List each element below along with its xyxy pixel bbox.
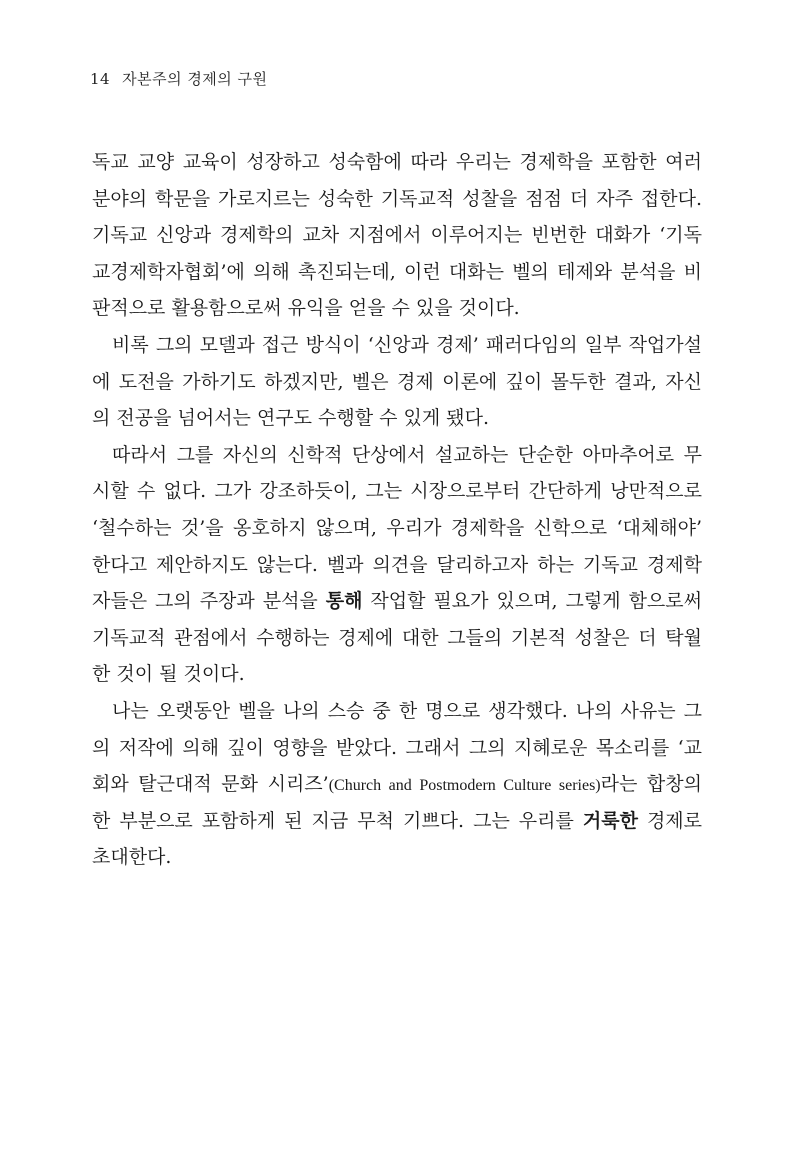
paragraph-first-line: 비록 그의 모델과 접근 방식이 ‘신앙과 경제’ 패러다임의 일부 작업가설	[112, 333, 702, 356]
text-line: 독교 교양 교육이 성장하고 성숙함에 따라 우리는 경제학을 포함한 여러	[92, 151, 702, 173]
book-title: 자본주의 경제의 구원	[122, 70, 268, 88]
text-line: 분야의 학문을 가로지르는 성숙한 기독교적 성찰을 점점 더 자주 접한다.	[92, 187, 702, 210]
text-segment: 회와 탈근대적 문화 시리즈’	[92, 773, 329, 796]
text-line	[92, 583, 702, 620]
text-line: 기독교적 관점에서 수행하는 경제에 대한 그들의 기본적 성찰은 더 탁월	[92, 626, 702, 649]
text-segment: 작업할 필요가 있으며, 그렇게 함으로써	[362, 590, 702, 613]
text-segment: 한 부분으로 포함하게 된 지금 무척 기쁘다. 그는 우리를	[92, 809, 583, 832]
text-segment: 경제로	[637, 809, 703, 832]
text-line: 판적으로 활용함으로써 유익을 얻을 수 있을 것이다.	[92, 297, 520, 320]
emphasis-text: 거룩한	[582, 809, 638, 832]
page-number: 14	[90, 70, 111, 88]
text-line: 의 전공을 넘어서는 연구도 수행할 수 있게 됐다.	[92, 407, 490, 430]
text-segment: 라는 합창의	[600, 773, 702, 796]
text-line: 기독교 신앙과 경제학의 교차 지점에서 이루어지는 빈번한 대화가 ‘기독	[92, 224, 702, 247]
text-line: 시할 수 없다. 그가 강조하듯이, 그는 시장으로부터 간단하게 낭만적으로	[92, 480, 702, 503]
text-line	[92, 766, 702, 803]
text-line: 교경제학자협회’에 의해 촉진되는데, 이런 대화는 벨의 테제와 분석을 비	[92, 260, 702, 283]
text-line: 에 도전을 가하기도 하겠지만, 벨은 경제 이론에 깊이 몰두한 결과, 자신	[92, 370, 702, 393]
paragraph-first-line: 따라서 그를 자신의 신학적 단상에서 설교하는 단순한 아마추어로 무	[112, 443, 702, 466]
text-line: 의 저작에 의해 깊이 영향을 받았다. 그래서 그의 지혜로운 목소리를 ‘교	[92, 736, 702, 759]
text-segment: 자들은 그의 주장과 분석을	[92, 590, 326, 613]
paragraph-first-line: 나는 오랫동안 벨을 나의 스승 중 한 명으로 생각했다. 나의 사유는 그	[112, 699, 702, 722]
text-line: 한 것이 될 것이다.	[92, 663, 245, 686]
text-line: 한다고 제안하지도 않는다. 벨과 의견을 달리하고자 하는 기독교 경제학	[92, 553, 702, 576]
text-line	[92, 803, 702, 840]
body-text	[92, 144, 702, 876]
running-head	[90, 68, 268, 89]
emphasis-text: 통해	[325, 590, 363, 613]
text-line: 초대한다.	[92, 846, 172, 869]
text-line: ‘철수하는 것’을 옹호하지 않으며, 우리가 경제학을 신학으로 ‘대체해야’	[92, 516, 702, 539]
english-series-title: (Church and Postmodern Culture series)	[328, 777, 601, 795]
